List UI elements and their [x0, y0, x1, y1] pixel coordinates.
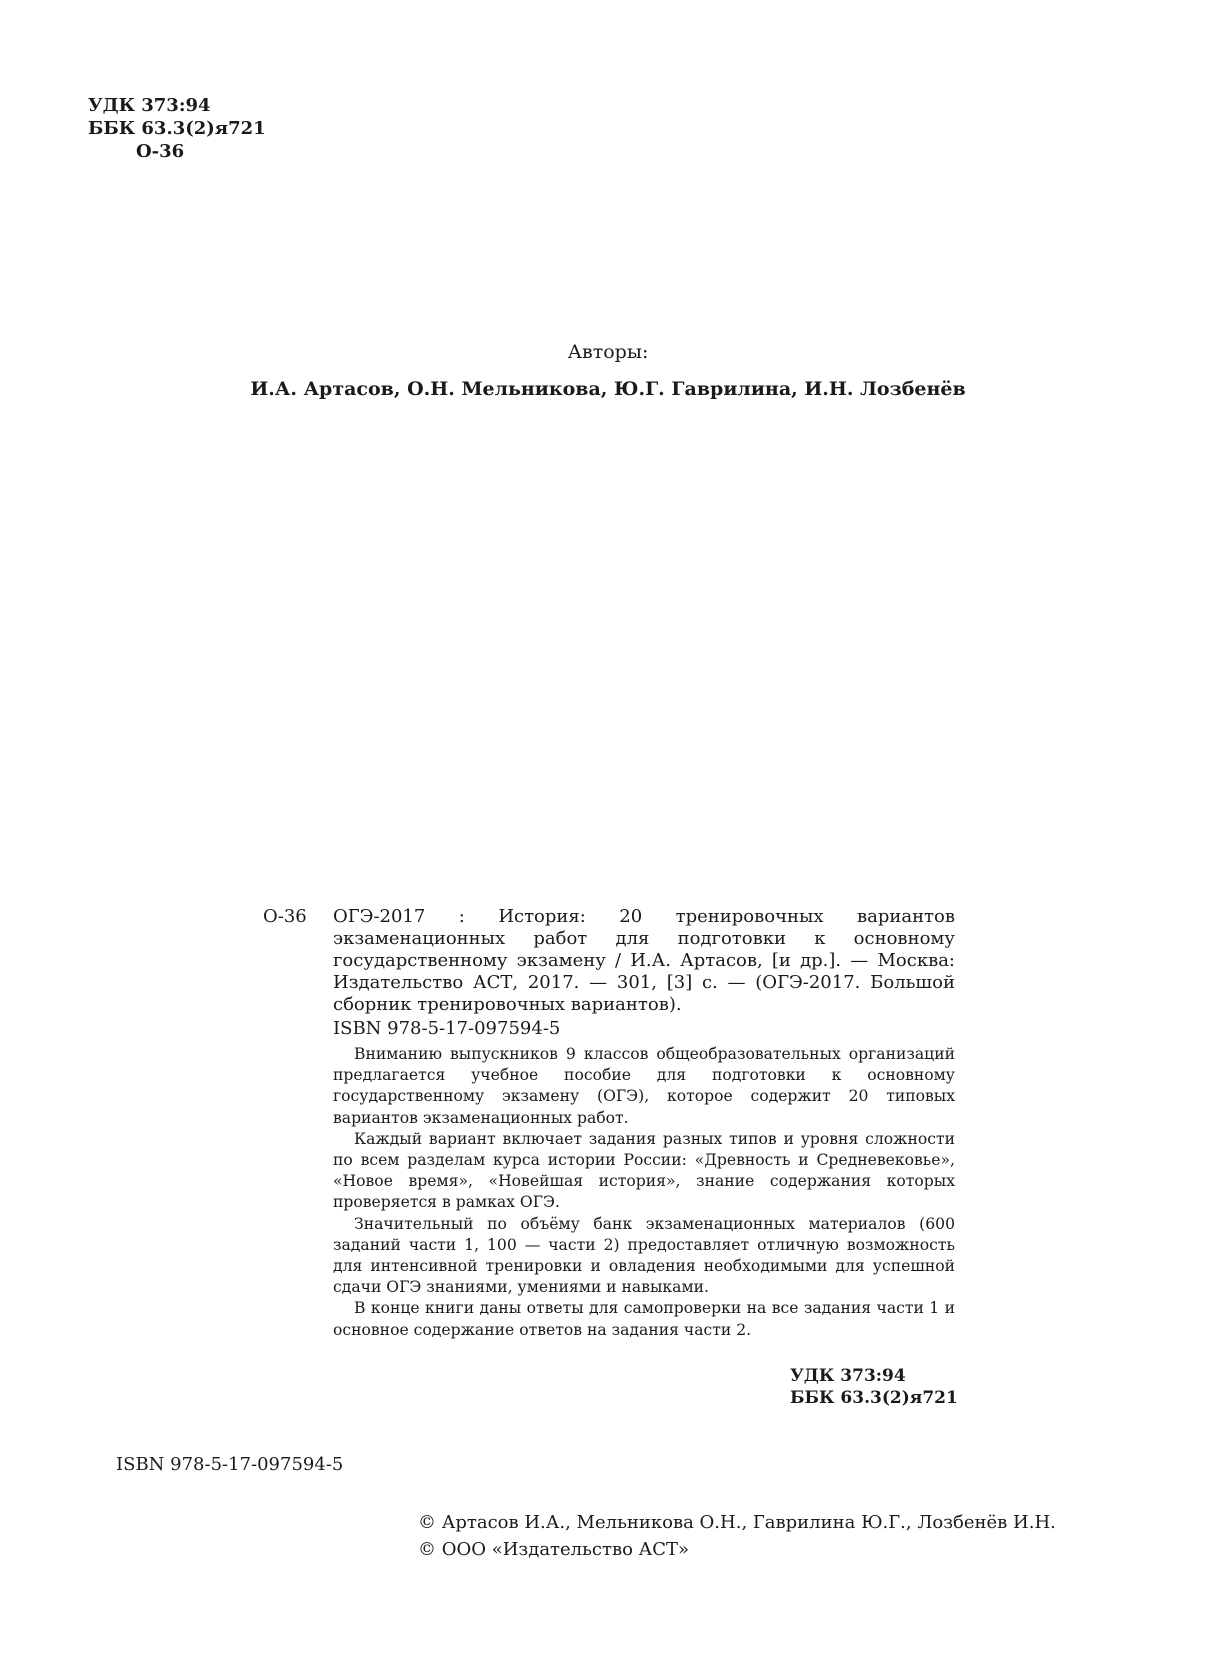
author-mark: О-36 — [136, 141, 185, 162]
catalog-card-description: ОГЭ-2017 : История: 20 тренировочных вариантов экзаменационных работ для подготовки к основному государственному экзамену / И.А. Артасов, [и др.]. — Москва: Издательство АСТ, 2017. — 301, [3] с. — (ОГЭ-2017. Большой сборник тренировочных вариантов). — [333, 906, 955, 1015]
copyright-authors: © Артасов И.А., Мельникова О.Н., Гаврилина Ю.Г., Лозбенёв И.Н. — [418, 1512, 1056, 1533]
annotation-paragraph: Значительный по объёму банк экзаменационных материалов (600 заданий части 1, 100 — части 2) предоставляет отличную возможность для интенсивной тренировки и овладения необходимыми для успешной сдачи ОГЭ знаниями, умениями и навыками. — [333, 1214, 955, 1297]
authors-label: Авторы: — [567, 341, 649, 363]
annotation — [333, 1044, 955, 1341]
catalog-card-isbn: ISBN 978-5-17-097594-5 — [333, 1018, 561, 1039]
bbk-code: ББК 63.3(2)я721 — [88, 118, 266, 139]
copyright-block — [418, 1509, 1056, 1563]
annotation-paragraph: В конце книги даны ответы для самопроверки на все задания части 1 и основное содержание ответов на задания части 2. — [333, 1299, 955, 1339]
catalog-card-row — [263, 906, 955, 1016]
copyright-publisher: © ООО «Издательство АСТ» — [418, 1539, 690, 1560]
udk-code-bottom: УДК 373:94 — [790, 1366, 906, 1386]
bottom-classification-codes — [790, 1365, 958, 1409]
udk-code: УДК 373:94 — [88, 95, 211, 116]
catalog-card — [263, 906, 955, 1040]
catalog-card-code: О-36 — [263, 906, 307, 927]
annotation-paragraph: Вниманию выпускников 9 классов общеобразовательных организаций предлагается учебное пособие для подготовки к основному государственному экзамену (ОГЭ), которое содержит 20 типовых вариантов экзаменационных работ. — [333, 1045, 955, 1127]
isbn-bottom: ISBN 978-5-17-097594-5 — [116, 1454, 344, 1475]
authors-names: И.А. Артасов, О.Н. Мельникова, Ю.Г. Гаврилина, И.Н. Лозбенёв — [250, 378, 966, 400]
bbk-code-bottom: ББК 63.3(2)я721 — [790, 1388, 958, 1408]
top-classification-codes — [88, 94, 266, 163]
annotation-paragraph: Каждый вариант включает задания разных типов и уровня сложности по всем разделам курса истории России: «Древность и Средневековье», «Новое время», «Новейшая история», знание содержания которых проверяется в рамках ОГЭ. — [333, 1129, 955, 1212]
authors-block — [0, 340, 1216, 401]
